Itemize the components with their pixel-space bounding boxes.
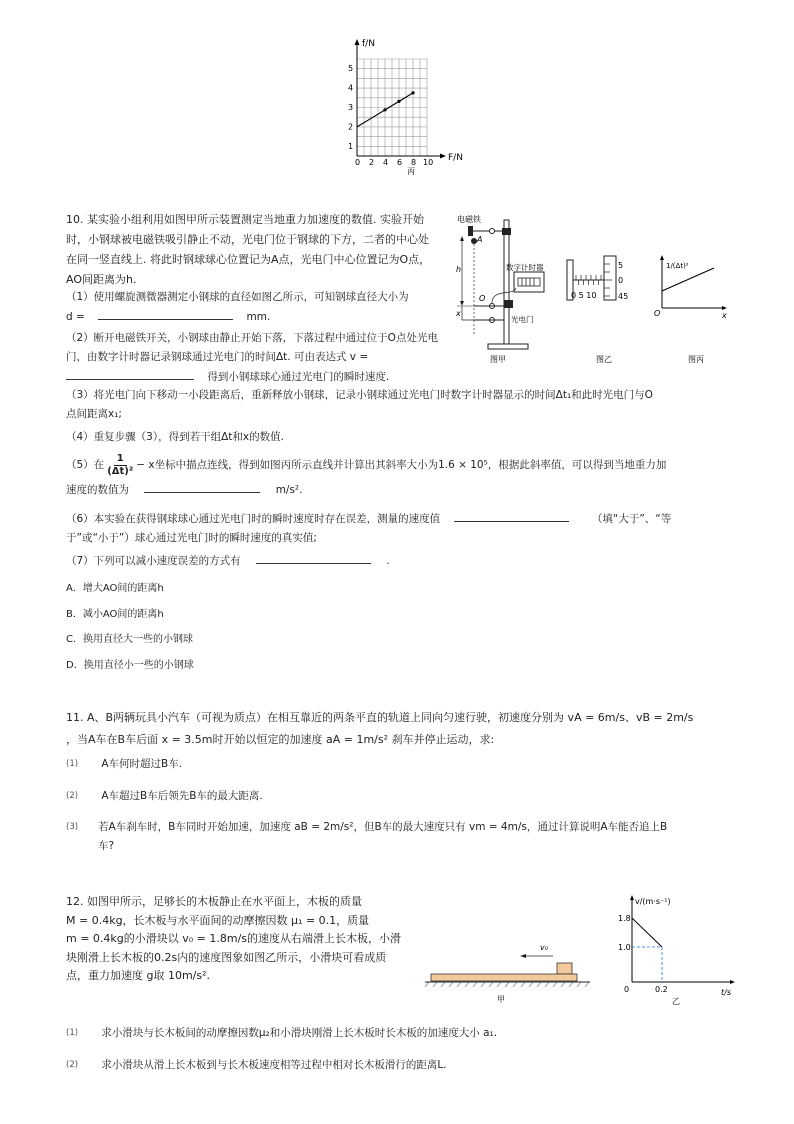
q10-intro: 10. 某实验小组利用如图甲所示装置测定当地重力加速度的数值. 实验开始时，小钢球被电磁铁吸引静止不动，光电门位于钢球的下方，二者的中心处在同一竖直线上. 将此时钢球球心位置记为A点，光电门中心位置记为O点，AO间距离为h. (66, 213, 431, 286)
caption-jia: 甲 (497, 995, 505, 1004)
label-h: h (456, 265, 462, 274)
label-gate: 光电门 (511, 315, 534, 324)
label-timer: 数字计时器 (506, 263, 544, 272)
caption-yi: 图乙 (596, 355, 612, 364)
q10-part6: （6）本实验在获得钢球球心通过光电门时的瞬时速度时存在误差，测量的速度值 （填“大于”、“等 于”或“小于”）球心通过光电门时的瞬时速度的真实值; (66, 509, 736, 548)
x-tick-2: 2 (369, 158, 375, 167)
mic-scale: 0 5 10 (571, 291, 597, 300)
mic-0: 0 (618, 276, 624, 285)
q11-sub1: (1) A车何时超过B车. (66, 758, 183, 770)
label-v0: v₀ (540, 943, 548, 952)
label-magnet: 电磁铁 (457, 215, 481, 224)
label-A: A (477, 235, 483, 244)
q10-part2: （2）断开电磁铁开关，小钢球由静止开始下落，下落过程中通过位于O点处光电门，由数字计时器记录钢球通过光电门的时间Δt. 可由表达式 v = 得到小钢球球心通过光电门的瞬时速度. (66, 332, 438, 383)
vt-x-0.2: 0.2 (655, 985, 668, 994)
vt-origin: 0 (624, 985, 630, 994)
q10-figures (452, 208, 742, 368)
f-F-graph (335, 34, 485, 176)
answer-blank-diameter[interactable] (98, 307, 233, 320)
answer-blank-options[interactable] (256, 551, 371, 564)
mic-5: 5 (618, 261, 624, 270)
figure-caption: 丙 (407, 167, 415, 176)
label-O: O (479, 294, 486, 303)
option-a[interactable]: A．增大AO间的距离h (66, 583, 164, 594)
y-axis-label: f/N (362, 39, 375, 49)
option-b[interactable]: B．减小AO间的距离h (66, 608, 164, 620)
slider-block (557, 963, 572, 974)
q12-intro: 12. 如图甲所示，足够长的木板静止在水平面上，木板的质量 M = 0.4kg，长木板与水平面间的动摩擦因数 μ₁ = 0.1，质量 m = 0.4kg的小滑块以 v₀ = 1.8m/s的速度从右端滑上长木板，小滑 块刚滑上长木板的0.2s内的速度图象如图乙所示，小滑块可看成质 点，重力加速度 g取 10m/s². (66, 895, 402, 982)
q12-fig-jia (425, 936, 595, 1006)
answer-blank-compare[interactable] (454, 509, 569, 522)
stand-rod (504, 220, 509, 348)
graph-origin: O (654, 309, 661, 318)
graph-x-label: x (722, 311, 727, 320)
vt-line (632, 918, 662, 947)
q10-part7: （7）下列可以减小速度误差的方式有 . (66, 551, 726, 571)
answer-blank-gravity[interactable] (144, 480, 260, 493)
q10-part5: （5）在 1 (Δt)² − x坐标中描点连线，得到如图丙所示直线并计算出其斜率大小为1.6 × 10⁵，根据此斜率值，可以得到当地重力加 速度的数值为 m/s². (66, 453, 667, 496)
vt-y-1.0: 1.0 (618, 943, 631, 952)
q10-options (66, 576, 366, 678)
vt-x-label: t/s (721, 988, 731, 997)
x-tick-6: 6 (397, 158, 403, 167)
vt-y-1.8: 1.8 (618, 914, 631, 923)
graph-y-label: 1/(Δt)² (666, 262, 689, 270)
y-tick-2: 2 (348, 122, 354, 132)
long-board (431, 974, 577, 981)
caption-jia: 图甲 (490, 355, 506, 364)
q12-sub1: (1) 求小滑块与长木板间的动摩擦因数μ₂和小滑块刚滑上长木板时长木板的加速度大小 a₁. (66, 1027, 498, 1039)
x-tick-10: 10 (423, 158, 434, 167)
caption-yi: 乙 (672, 997, 680, 1006)
answer-blank-velocity-expr[interactable] (66, 367, 194, 380)
x-tick-4: 4 (383, 158, 389, 167)
caption-bing: 图丙 (688, 355, 704, 364)
y-tick-1: 1 (348, 142, 354, 151)
q11-sub3: (3) 若A车刹车时，B车同时开始加速，加速度 aB = 2m/s²，但B车的最大速度只有 vm = 4m/s，通过计算说明A车能否追上B 车? (66, 821, 668, 852)
q12-sub2: (2) 求小滑块从滑上长木板到与长木板速度相等过程中相对长木板滑行的距离L. (66, 1059, 447, 1071)
y-tick-5: 5 (348, 64, 354, 73)
option-d[interactable]: D．换用直径小一些的小钢球 (66, 659, 194, 671)
fraction: 1 (Δt)² (107, 453, 134, 477)
label-x: x (456, 309, 461, 318)
q10-part3: （3）将光电门向下移动一小段距离后，重新释放小钢球，记录小钢球通过光电门时数字计时器显示的时间Δt₁和此时光电门与O 点间距离x₁; (66, 389, 653, 420)
x-tick-8: 8 (411, 158, 417, 167)
bing-line (662, 268, 714, 291)
y-tick-3: 3 (348, 103, 354, 112)
q10-part1: （1）使用螺旋测微器测定小钢球的直径如图乙所示，可知钢球直径大小为 d = mm. (66, 291, 409, 323)
y-tick-4: 4 (348, 83, 354, 93)
q12-fig-yi (610, 892, 750, 1022)
q11-sub2: (2) A车超过B车后领先B车的最大距离. (66, 790, 263, 802)
q11-intro: 11. A、B两辆玩具小汽车（可视为质点）在相互靠近的两条平直的轨道上同向匀速行驶，初速度分别为 vA = 6m/s、vB = 2m/s ，当A车在B车后面 x = 3.5m时开始以恒定的加速度 aA = 1m/s² 刹车并停止运动，求: (66, 711, 694, 746)
x-tick-0: 0 (355, 158, 361, 167)
q10-part4: （4）重复步骤（3），得到若干组Δt和x的数值. (66, 431, 284, 443)
mic-45: 45 (618, 292, 629, 301)
option-c[interactable]: C．换用直径大一些的小钢球 (66, 634, 193, 645)
x-axis-label: F/N (448, 153, 463, 163)
vt-y-label: v/(m·s⁻¹) (635, 897, 671, 906)
magnet-block (468, 226, 473, 236)
